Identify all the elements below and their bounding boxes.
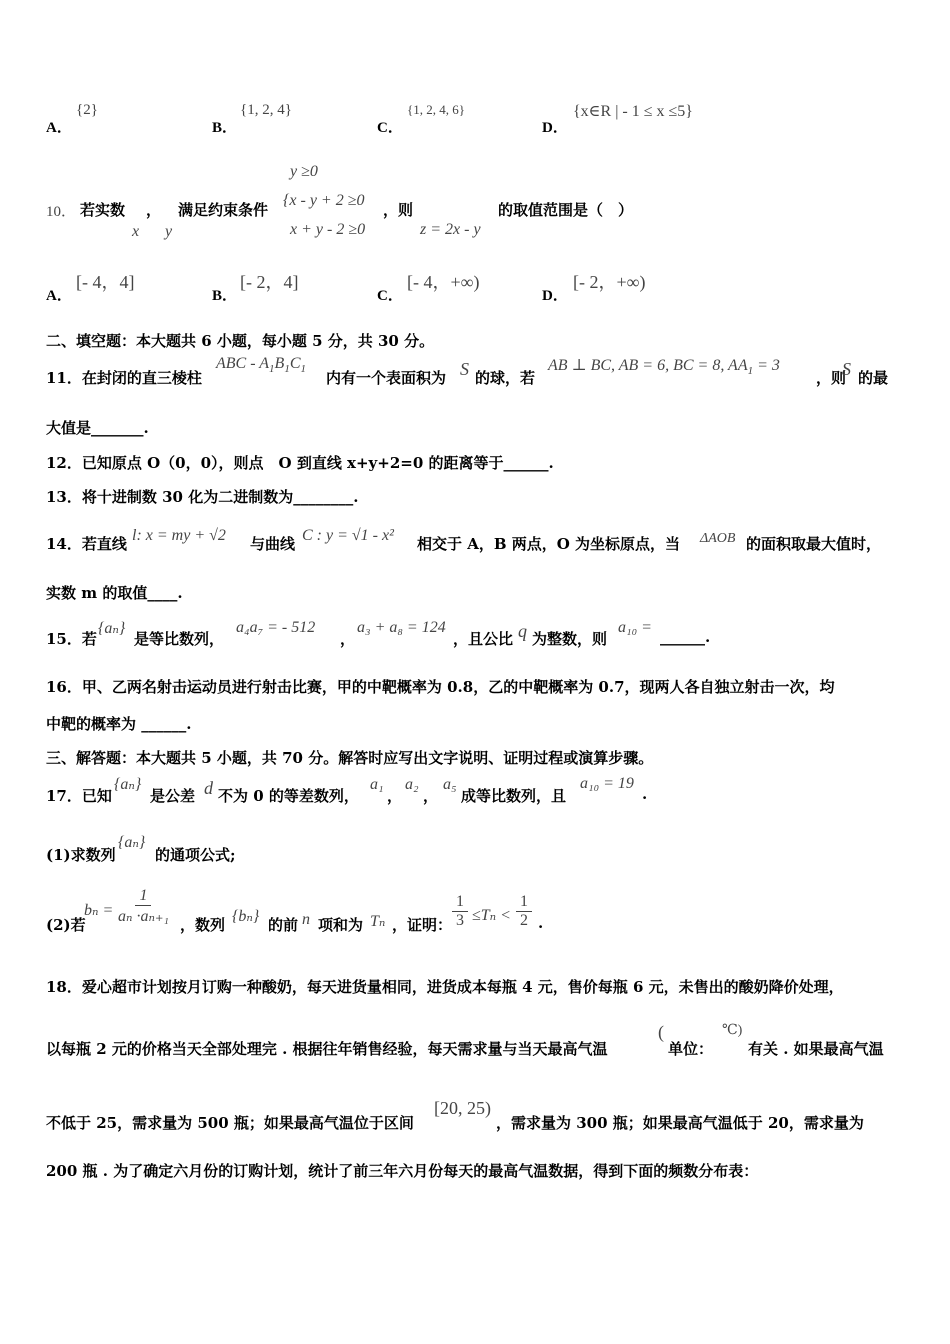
q10-text-4: 的取值范围是（ ） — [498, 201, 634, 219]
q10-option-d-label: D． — [542, 288, 568, 304]
q17-part-2-text-5: ，证明： — [392, 916, 453, 934]
q17-a5: a₅ — [443, 776, 457, 793]
q17-left-fraction: $\frac{1}{3}$ — [452, 893, 468, 930]
q18-interval: [20, 25) — [434, 1098, 491, 1118]
q9-option-c-label: C． — [377, 120, 403, 136]
q14-text-3: 相交于 A，B 两点，O 为坐标原点，当 — [417, 535, 681, 553]
q17-part-2-text-2: ，数列 — [180, 916, 226, 934]
q15-blank: ______. — [660, 628, 711, 646]
q14-text-2: 与曲线 — [250, 535, 296, 553]
q18-unit-label: 单位： — [668, 1040, 714, 1058]
q9-option-a-label: A． — [46, 120, 72, 136]
q10-comma: ， — [146, 201, 162, 219]
q15-text-3: ，且公比 — [453, 630, 514, 648]
q10-option-b-value: [- 2，4] — [240, 272, 299, 292]
q18-paren-left: ( — [658, 1022, 664, 1042]
q10-text-1: 若实数 — [80, 201, 126, 219]
q10-var-y: y — [165, 223, 173, 240]
q10-text-2: 满足约束条件 — [178, 201, 269, 219]
q16-line-1: 16．甲、乙两名射击运动员进行射击比赛，甲的中靶概率为 0.8，乙的中靶概率为 0.7，现两人各自独立射击一次，均 — [46, 678, 835, 696]
q10-option-a-label: A． — [46, 288, 72, 304]
q17-var-d: d — [204, 778, 213, 798]
q9-option-a-value: {2} — [76, 102, 98, 118]
q9-option-b-value: {1, 2, 4} — [240, 102, 292, 118]
q14-line-eq: l: x = my + √2 — [132, 527, 226, 544]
q18-line-3: 不低于 25，需求量为 500 瓶；如果最高气温位于区间 — [46, 1114, 414, 1132]
q10-constraint-1: y ≥0 — [290, 163, 318, 180]
q10-constraint-3: x + y - 2 ≥0 — [290, 221, 366, 238]
q15-eq-1: a₄a₇ = - 512 — [236, 619, 316, 636]
q11-condition: AB ⊥ BC, AB = 6, BC = 8, $AA_1 = 3$ — [548, 357, 780, 378]
q10-option-b-label: B． — [212, 288, 238, 304]
q17-sequence: {aₙ} — [114, 776, 142, 793]
q16-line-2: 中靶的概率为 ______. — [46, 715, 192, 733]
q10-option-a-value: [- 4，4] — [76, 272, 135, 292]
q17-text-2: 是公差 — [150, 787, 196, 805]
q10-objective: z = 2x - y — [420, 221, 481, 238]
q17-a2: a₂ — [405, 776, 419, 793]
q14-curve-eq: C : y = √1 - x² — [302, 527, 394, 544]
q14-triangle: ΔAOB — [700, 531, 736, 546]
q17-right-fraction: $\frac{1}{2}$ — [516, 893, 532, 930]
q15-a10: a₁₀ = — [618, 619, 652, 636]
q15-var-q: q — [518, 621, 527, 641]
q15-sep: ， — [340, 630, 356, 648]
q15-eq-2: a₃ + a₈ = 124 — [357, 619, 446, 636]
q11-text-2: 内有一个表面积为 — [326, 369, 447, 387]
q17-part-1-sequence: {aₙ} — [118, 834, 146, 851]
q17-var-n: n — [302, 911, 310, 928]
section-2-heading: 二、填空题：本大题共 6 小题，每小题 5 分，共 30 分。 — [46, 332, 435, 350]
q11-var-s-2: S — [842, 359, 851, 379]
q10-number: 10． — [46, 204, 77, 220]
q17-part-1-text: (1)求数列 — [46, 846, 116, 864]
q17-part-2-text-4: 项和为 — [318, 916, 364, 934]
q17-bn: bₙ = — [84, 902, 114, 919]
q17-b-sequence: {bₙ} — [232, 908, 260, 925]
q10-option-c-value: [- 4，+∞) — [407, 272, 480, 292]
q13-text: 13．将十进制数 30 化为二进制数为________. — [46, 488, 359, 506]
q18-line-2-end: 有关 . 如果最高气温 — [748, 1040, 884, 1058]
q15-text-4: 为整数，则 — [532, 630, 608, 648]
q15-sequence: {aₙ} — [98, 620, 126, 637]
q10-option-d-value: [- 2，+∞) — [573, 272, 646, 292]
q17-period: . — [642, 785, 648, 803]
q10-constraint-2: {x - y + 2 ≥0 — [283, 192, 365, 209]
q18-line-4: 200 瓶 . 为了确定六月份的订购计划，统计了前三年六月份每天的最高气温数据，得到下面的频数分布表： — [46, 1162, 759, 1180]
q14-text-4: 的面积取最大值时， — [746, 535, 882, 553]
q10-var-x: x — [132, 223, 140, 240]
q17-text-4: 成等比数列，且 — [461, 787, 567, 805]
q17-text-3: 不为 0 的等差数列， — [218, 787, 359, 805]
q10-option-c-label: C． — [377, 288, 403, 304]
q17-part-2-text-1: (2)若 — [46, 916, 86, 934]
q17-part-1-text-2: 的通项公式; — [155, 846, 236, 864]
q14-text-1: 14．若直线 — [46, 535, 127, 553]
q17-part-2-text-3: 的前 — [268, 916, 299, 934]
q18-line-2: 以每瓶 2 元的价格当天全部处理完 . 根据往年销售经验，每天需求量与当天最高气温 — [46, 1040, 608, 1058]
q11-line-2: 大值是_______. — [46, 419, 149, 437]
q11-prism: ABC - $A_1B_1C_1$ — [216, 355, 306, 376]
q18-line-3-end: ，需求量为 300 瓶；如果最高气温低于 20，需求量为 — [496, 1114, 864, 1132]
q17-a1: a₁ — [370, 776, 384, 793]
q17-part-2-end: . — [538, 914, 544, 932]
q18-line-1: 18．爱心超市计划按月订购一种酸奶，每天进货量相同，进货成本每瓶 4 元，售价每瓶 6 元，未售出的酸奶降价处理， — [46, 978, 844, 996]
q10-text-3: ，则 — [383, 201, 414, 219]
q9-option-b-label: B． — [212, 120, 238, 136]
q9-option-d-label: D． — [542, 120, 568, 136]
q9-option-d-value: {x∈R | - 1 ≤ x ≤5} — [573, 103, 693, 120]
q17-tn: Tₙ — [370, 913, 386, 930]
q15-text-1: 15．若 — [46, 630, 97, 648]
q17-bn-fraction: $\frac{1}{\text{aₙ ·aₙ₊₁}}$ — [118, 887, 169, 925]
q11-var-s: S — [460, 359, 469, 379]
q17-comma-1: ， — [387, 787, 403, 805]
q15-text-2: 是等比数列， — [134, 630, 225, 648]
q11-text-3: 的球，若 — [475, 369, 536, 387]
q11-text-5: 的最 — [858, 369, 889, 387]
q17-text-1: 17．已知 — [46, 787, 112, 805]
q9-option-c-value: {1, 2, 4, 6} — [407, 102, 465, 117]
q11-text-4: ，则 — [816, 369, 847, 387]
q17-a10: a₁₀ = 19 — [580, 775, 634, 792]
section-3-heading: 三、解答题：本大题共 5 小题，共 70 分。解答时应写出文字说明、证明过程或演算步骤。 — [46, 749, 654, 767]
q17-inequality: ≤Tₙ < — [472, 907, 511, 924]
q18-unit: ℃) — [722, 1023, 743, 1038]
q17-comma-2: ， — [423, 787, 439, 805]
q11-text-1: 11．在封闭的直三棱柱 — [46, 369, 202, 387]
q12-text: 12．已知原点 O（0，0），则点 O 到直线 x+y+2=0 的距离等于______. — [46, 454, 554, 472]
q14-line-2: 实数 m 的取值____. — [46, 584, 183, 602]
